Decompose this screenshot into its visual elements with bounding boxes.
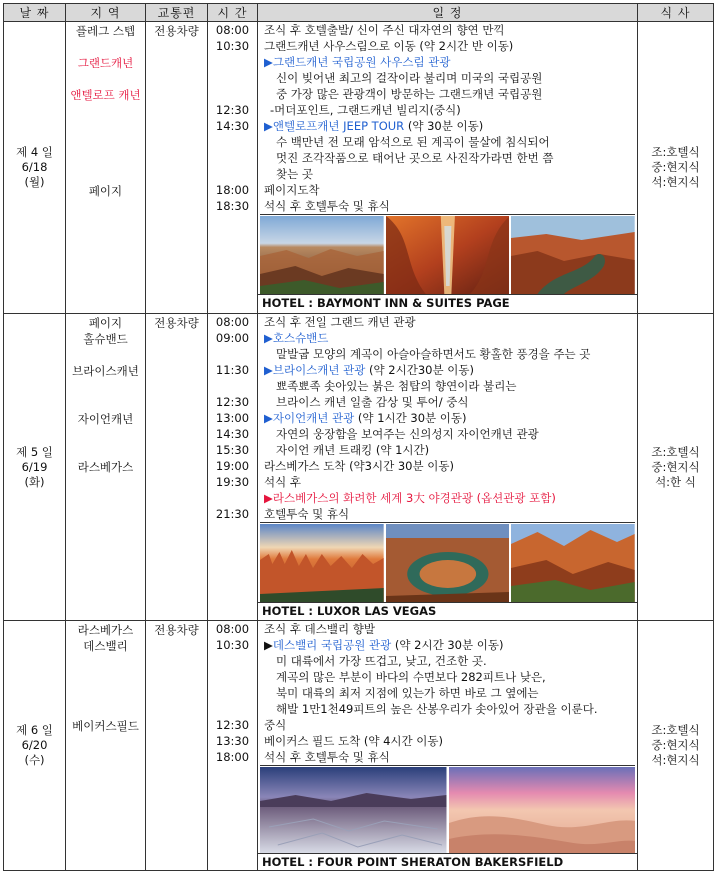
place: 페이지 xyxy=(88,184,123,198)
day-places xyxy=(66,314,146,621)
day-date xyxy=(4,621,66,871)
day-transport: 전용차량 xyxy=(146,621,208,871)
day-times xyxy=(208,22,258,314)
time: 09:00 xyxy=(215,331,250,345)
place: 라스베가스 xyxy=(77,460,134,474)
place: 그랜드캐년 xyxy=(77,56,134,70)
schedule-line: 뾰족뾰족 솟아있는 붉은 첨탑의 향연이라 불리는 xyxy=(276,379,517,393)
day-transport: 전용차량 xyxy=(146,22,208,314)
place: 페이지 xyxy=(88,316,123,330)
hotel-name: HOTEL : FOUR POINT SHERATON BAKERSFIELD xyxy=(258,853,637,870)
day-schedule xyxy=(258,22,638,314)
day-weekday: (월) xyxy=(24,175,45,189)
schedule-line: 조식 후 호텔출발/ 신이 주신 대자연의 향연 만끽 xyxy=(264,23,505,37)
time: 15:30 xyxy=(215,443,250,457)
schedule-line: 계곡의 많은 부분이 바다의 수면보다 282피트나 낮은, xyxy=(276,670,546,684)
day-schedule xyxy=(258,314,638,621)
schedule-line: 신이 빚어낸 최고의 걸작이라 불리며 미국의 국립공원 xyxy=(276,71,543,85)
day-weekday: (수) xyxy=(24,753,45,767)
schedule-line: 말발굽 모양의 계곡이 아슬아슬하면서도 황홀한 풍경을 주는 곳 xyxy=(276,347,591,361)
day-date xyxy=(4,22,66,314)
meal-lunch: 중:현지식 xyxy=(651,160,700,174)
place: 홀슈밴드 xyxy=(83,332,128,346)
place: 라스베가스 xyxy=(77,623,134,637)
grand-canyon-photo xyxy=(260,216,384,294)
triangle-bullet-icon: ▶ xyxy=(264,491,273,505)
place: 앤텔로프 캐년 xyxy=(70,88,141,102)
schedule-line: 베이커스 필드 도착 (약 4시간 이동) xyxy=(264,734,443,748)
place: 플레그 스텝 xyxy=(75,24,136,38)
schedule-line: 호텔투숙 및 휴식 xyxy=(264,507,350,521)
day-meals xyxy=(638,22,714,314)
triangle-bullet-icon: ▶ xyxy=(264,55,273,69)
place: 브라이스캐년 xyxy=(72,364,139,378)
place: 자이언캐년 xyxy=(77,412,134,426)
time: 21:30 xyxy=(215,507,250,521)
schedule-line: 찾는 곳 xyxy=(276,167,313,181)
schedule-line: 수 백만년 전 모래 암석으로 된 계곡이 물살에 침식되어 xyxy=(276,135,550,149)
schedule-line: 자이언 캐년 트래킹 (약 1시간) xyxy=(276,443,430,457)
meal-lunch: 중:현지식 xyxy=(651,459,700,474)
time: 12:30 xyxy=(215,718,250,732)
itinerary-table xyxy=(3,3,714,871)
time: 18:00 xyxy=(215,183,250,197)
day-calendar-date: 6/20 xyxy=(21,738,48,752)
schedule-line: 멋진 조각작품으로 태어난 곳으로 사진작가라면 한번 쯤 xyxy=(276,151,554,165)
schedule-line: ▶브라이스캐년 관광 (약 2시간30분 이동) xyxy=(264,363,474,377)
time: 10:30 xyxy=(215,39,250,53)
time: 08:00 xyxy=(215,315,250,329)
time: 12:30 xyxy=(215,395,250,409)
day-row-4 xyxy=(4,22,714,314)
header-place: 지 역 xyxy=(66,4,146,22)
photo-strip xyxy=(260,765,635,853)
zion-canyon-photo xyxy=(511,524,635,602)
day-calendar-date: 6/18 xyxy=(21,160,48,174)
triangle-bullet-icon: ▶ xyxy=(264,411,273,425)
header-row xyxy=(4,4,714,22)
antelope-canyon-photo xyxy=(386,216,510,294)
day-number: 제 6 일 xyxy=(16,723,53,737)
schedule-line: 석식 후 xyxy=(264,475,301,489)
time: 19:00 xyxy=(215,459,250,473)
horseshoe-bend-photo xyxy=(386,524,510,602)
schedule-line: ▶데스밸리 국립공원 관광 (약 2시간 30분 이동) xyxy=(264,638,504,652)
header-meal: 식 사 xyxy=(638,4,714,22)
triangle-bullet-icon: ▶ xyxy=(264,638,273,652)
time: 12:30 xyxy=(215,103,250,117)
time: 14:30 xyxy=(215,119,250,133)
death-valley-salt-flat-photo xyxy=(260,767,447,853)
meal-lunch: 중:현지식 xyxy=(651,738,700,752)
triangle-bullet-icon: ▶ xyxy=(264,363,273,377)
time: 18:00 xyxy=(215,750,250,764)
day-transport: 전용차량 xyxy=(146,314,208,621)
triangle-bullet-icon: ▶ xyxy=(264,331,273,345)
schedule-line: 그랜드캐년 사우스림으로 이동 (약 2시간 반 이동) xyxy=(264,39,514,53)
schedule-line: 중 가장 많은 관광객이 방문하는 그랜드캐년 국립공원 xyxy=(276,87,543,101)
meal-breakfast: 조:호텔식 xyxy=(651,444,700,459)
schedule-line: 중식 xyxy=(264,718,287,732)
place: 데스밸리 xyxy=(83,639,128,653)
day-meals xyxy=(638,621,714,871)
time: 19:30 xyxy=(215,475,250,489)
time: 18:30 xyxy=(215,199,250,213)
day-meals xyxy=(638,314,714,621)
day-times xyxy=(208,621,258,871)
schedule-line: 북미 대륙의 최저 지점에 있는가 하면 바로 그 옆에는 xyxy=(276,686,539,700)
schedule-line: 라스베가스 도착 (약3시간 30분 이동) xyxy=(264,459,454,473)
day-row-5 xyxy=(4,314,714,621)
time: 08:00 xyxy=(215,622,250,636)
time: 08:00 xyxy=(215,23,250,37)
schedule-line: ▶라스베가스의 화려한 세계 3大 야경관광 (옵션관광 포함) xyxy=(264,491,556,505)
time: 13:30 xyxy=(215,734,250,748)
sand-dunes-photo xyxy=(449,767,636,853)
schedule-line: ▶앤텔로프캐년 JEEP TOUR (약 30분 이동) xyxy=(264,119,484,133)
time: 14:30 xyxy=(215,427,250,441)
meal-breakfast: 조:호텔식 xyxy=(651,723,700,737)
day-row-6 xyxy=(4,621,714,871)
meal-dinner: 석:한 식 xyxy=(655,474,696,489)
day-number: 제 4 일 xyxy=(16,145,53,159)
time: 11:30 xyxy=(215,363,250,377)
day-places xyxy=(66,22,146,314)
day-date xyxy=(4,314,66,621)
day-places xyxy=(66,621,146,871)
meal-dinner: 석:현지식 xyxy=(651,753,700,767)
header-transport: 교통편 xyxy=(146,4,208,22)
schedule-line: 석식 후 호텔투숙 및 휴식 xyxy=(264,199,390,213)
day-schedule xyxy=(258,621,638,871)
meal-dinner: 석:현지식 xyxy=(651,175,700,189)
schedule-line: 자연의 웅장함을 보여주는 신의성지 자이언캐년 관광 xyxy=(276,427,539,441)
place: 베이커스필드 xyxy=(72,719,139,733)
photo-strip xyxy=(260,522,635,602)
schedule-line: 조식 후 데스밸리 향발 xyxy=(264,622,375,636)
schedule-line: 페이지도착 xyxy=(264,183,320,197)
schedule-line: -머더포인트, 그랜드캐년 빌리지(중식) xyxy=(270,103,461,117)
day-times xyxy=(208,314,258,621)
schedule-line: ▶호스슈밴드 xyxy=(264,331,329,345)
schedule-line: 해발 1만1천49피트의 높은 산봉우리가 솟아있어 장관을 이룬다. xyxy=(276,702,598,716)
schedule-line: 미 대륙에서 가장 뜨겁고, 낮고, 건조한 곳. xyxy=(276,654,487,668)
day-weekday: (화) xyxy=(24,474,45,489)
photo-strip xyxy=(260,214,635,294)
time: 13:00 xyxy=(215,411,250,425)
hotel-name: HOTEL : LUXOR LAS VEGAS xyxy=(258,602,637,619)
schedule-line: ▶그랜드캐년 국립공원 사우스림 관광 xyxy=(264,55,451,69)
schedule-line: 조식 후 전일 그랜드 캐년 관광 xyxy=(264,315,416,329)
header-time: 시 간 xyxy=(208,4,258,22)
schedule-line: 석식 후 호텔투숙 및 휴식 xyxy=(264,750,390,764)
schedule-line: 브라이스 캐년 일출 감상 및 투어/ 중식 xyxy=(276,395,469,409)
day-number: 제 5 일 xyxy=(16,444,53,459)
triangle-bullet-icon: ▶ xyxy=(264,119,273,133)
header-date: 날 짜 xyxy=(4,4,66,22)
time: 10:30 xyxy=(215,638,250,652)
meal-breakfast: 조:호텔식 xyxy=(651,145,700,159)
horseshoe-gorge-photo xyxy=(511,216,635,294)
bryce-canyon-photo xyxy=(260,524,384,602)
schedule-line: ▶자이언캐년 관광 (약 1시간 30분 이동) xyxy=(264,411,467,425)
hotel-name: HOTEL : BAYMONT INN & SUITES PAGE xyxy=(258,294,637,311)
header-schedule: 일 정 xyxy=(258,4,638,22)
day-calendar-date: 6/19 xyxy=(21,459,48,474)
